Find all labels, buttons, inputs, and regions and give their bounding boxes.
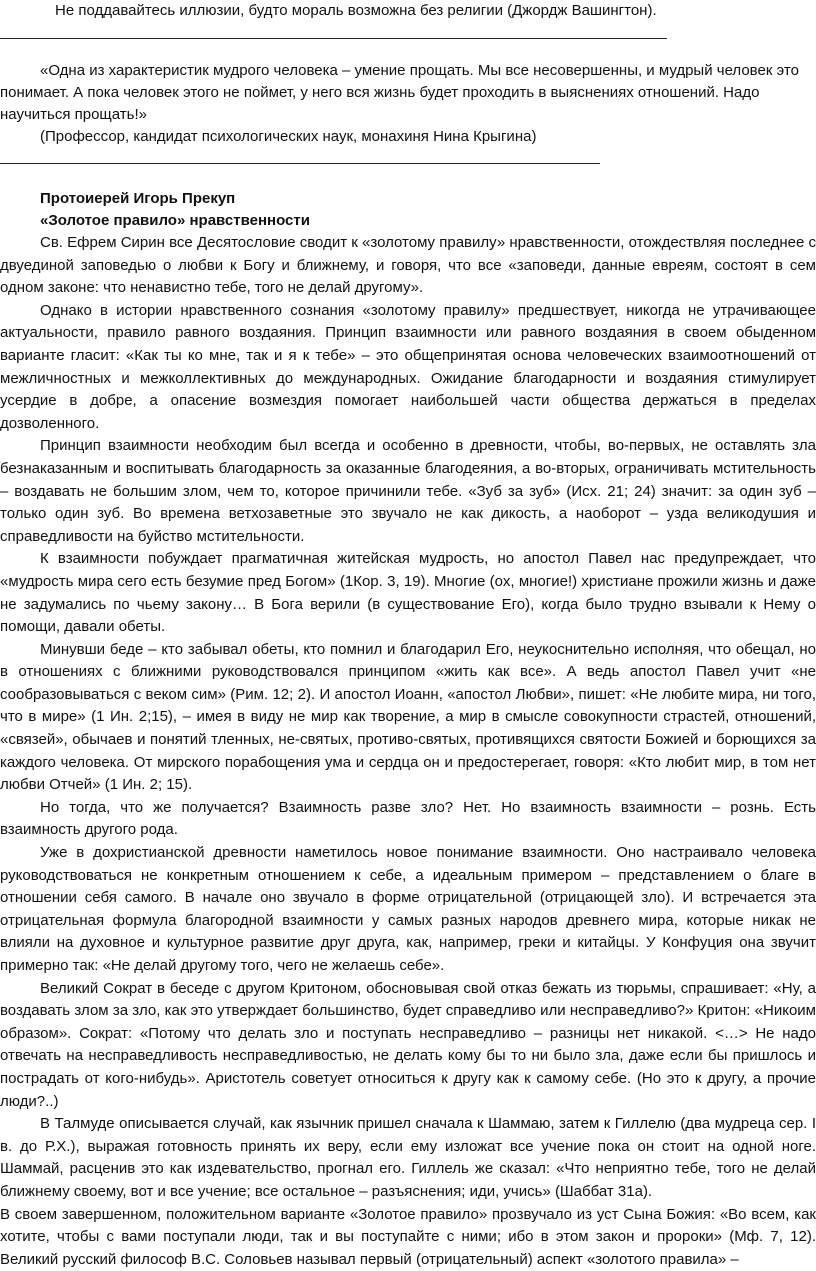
epigraph: Не поддавайтесь иллюзии, будто мораль возможна без религии (Джордж Вашингтон). bbox=[55, 2, 657, 19]
quote-source: (Профессор, кандидат психологических наук, монахиня Нина Крыгина) bbox=[40, 128, 537, 145]
paragraph: Но тогда, что же получается? Взаимность разве зло? Нет. Но взаимность взаимности – рознь. Есть взаимность другого рода. bbox=[0, 798, 816, 839]
paragraph-final: В своем завершенном, положительном варианте «Золотое правило» прозвучало из уст Сына Божия: «Во всем, как хотите, чтобы с вами поступали люди, так и вы поступайте с ними; ибо в этом закон и пророки» (Мф. 7, 12). Великий русский философ В.С. Соловьев называл первый (отрицательный) аспект «золотого правила» – bbox=[0, 1205, 816, 1268]
paragraph: В Талмуде описывается случай, как язычник пришел сначала к Шаммаю, затем к Гиллелю (два мудреца сер. I в. до Р.Х.), выражая готовность принять их веру, если ему изложат все учение пока он стоит на одной ноге. Шаммай, расценив это как издевательство, прогнал его. Гиллель же сказал: «Что неприятно тебе, того не делай ближнему своему, вот и все учение; все остальное – разъяснения; иди, учись» (Шаббат 31а). bbox=[0, 1115, 816, 1200]
paragraph: Однако в истории нравственного сознания «золотому правилу» предшествует, никогда не утрачивающее актуальности, правило равного воздаяния. Принцип взаимности или равного воздаяния в своем обыденном варианте гласит: «Как ты ко мне, так и я к тебе» – это общепринятая основа человеческих взаимоотношений от межличностных и межколлективных до международных. Ожидание благодарности и воздаяния стимулирует усердие в добре, а опасение возмездия помогает наибольшей части общества держаться в пределах дозволенного. bbox=[0, 301, 816, 432]
paragraph: Принцип взаимности необходим был всегда и особенно в древности, чтобы, во-первых, не оставлять зла безнаказанным и воспитывать благодарность за оказанные благодеяния, а во-вторых, ограничивать мстительность – воздавать не большим злом, чем то, которое причинили тебе. «Зуб за зуб» (Исх. 21; 24) значит: за один зуб – только один зуб. Во времена ветхозаветные это звучало не как дикость, а наоборот – узда великодушия и справедливости на буйство мстительности. bbox=[0, 437, 816, 545]
divider-line bbox=[0, 163, 600, 164]
divider-line bbox=[0, 38, 667, 39]
paragraph: К взаимности побуждает прагматичная житейская мудрость, но апостол Павел нас предупреждает, что «мудрость мира сего есть безумие пред Богом» (1Кор. 3, 19). Многие (ох, многие!) христиане прожили жизнь и даже не задумались по чьему закону… В Бога верили (в существование Его), когда было трудно взывали к Нему о помощи, давали обеты. bbox=[0, 550, 816, 636]
quote-text: «Одна из характеристик мудрого человека – умение прощать. Мы все несовершенны, и мудрый человек это понимает. А пока человек этого не поймет, у него вся жизнь будет проходить в выяснениях отношений. Надо научиться прощать!» bbox=[0, 62, 799, 123]
paragraph: Минувши беде – кто забывал обеты, кто помнил и благодарил Его, неукоснительно исполняя, что обещал, но в отношениях с ближними руководствовался принципом «жить как все». А ведь апостол Павел учит «не сообразовываться с веком сим» (Рим. 12; 2). И апостол Иоанн, «апостол Любви», пишет: «Не любите мира, ни того, что в мире» (1 Ин. 2;15), – имея в виду не мир как творение, а мир в смысле совокупности страстей, отношений, «связей», обычаев и понятий тленных, не-святых, противо-святых, противящихся святости Божией и борющихся за каждого человека. От мирского порабощения ума и сердца он и предостерегает, говоря: «Кто любит мир, в том нет любви Отчей» (1 Ин. 2; 15). bbox=[0, 640, 816, 794]
article-title: «Золотое правило» нравственности bbox=[40, 212, 310, 229]
article-author: Протоиерей Игорь Прекуп bbox=[40, 190, 236, 207]
quote-block bbox=[0, 60, 816, 126]
paragraph: Великий Сократ в беседе с другом Критоном, обосновывая свой отказ бежать из тюрьмы, спрашивает: «Ну, а воздавать злом за зло, как это утверждает большинство, будет справедливо или несправедливо?» Критон: «Никоим образом». Сократ: «Потому что делать зло и поступать несправедливо – разницы нет никакой. <…> Не надо отвечать на несправедливость несправедливостью, не делать кому бы то ни было зла, даже если бы пришлось и пострадать от кого-нибудь». Аристотель советует относиться к другу как к самому себе. (Но это к другу, а прочие люди?..) bbox=[0, 979, 816, 1110]
article-body bbox=[0, 232, 816, 1271]
paragraph: Уже в дохристианской древности наметилось новое понимание взаимности. Оно настраивало человека руководствоваться не конкретным отношением к себе, а идеальным примером – представлением о благе в отношении себя самого. В начале оно звучало в форме отрицательной (отрицающей зло). И встречается эта отрицательная формула благородной взаимности у самых разных народов древнего мира, которые никак не влияли на духовное и культурное развитие друг друга, как, например, греки и китайцы. У Конфуция она звучит примерно так: «Не делай другому того, чего не желаешь себе». bbox=[0, 844, 816, 974]
paragraph: Св. Ефрем Сирин все Десятословие сводит к «золотому правилу» нравственности, отождествляя последнее с двуединой заповедью о любви к Богу и ближнему, и говоря, что все «заповеди, данные евреям, состоят в сем одном законе: что ненавистно тебе, того не делай другому». bbox=[0, 234, 816, 297]
